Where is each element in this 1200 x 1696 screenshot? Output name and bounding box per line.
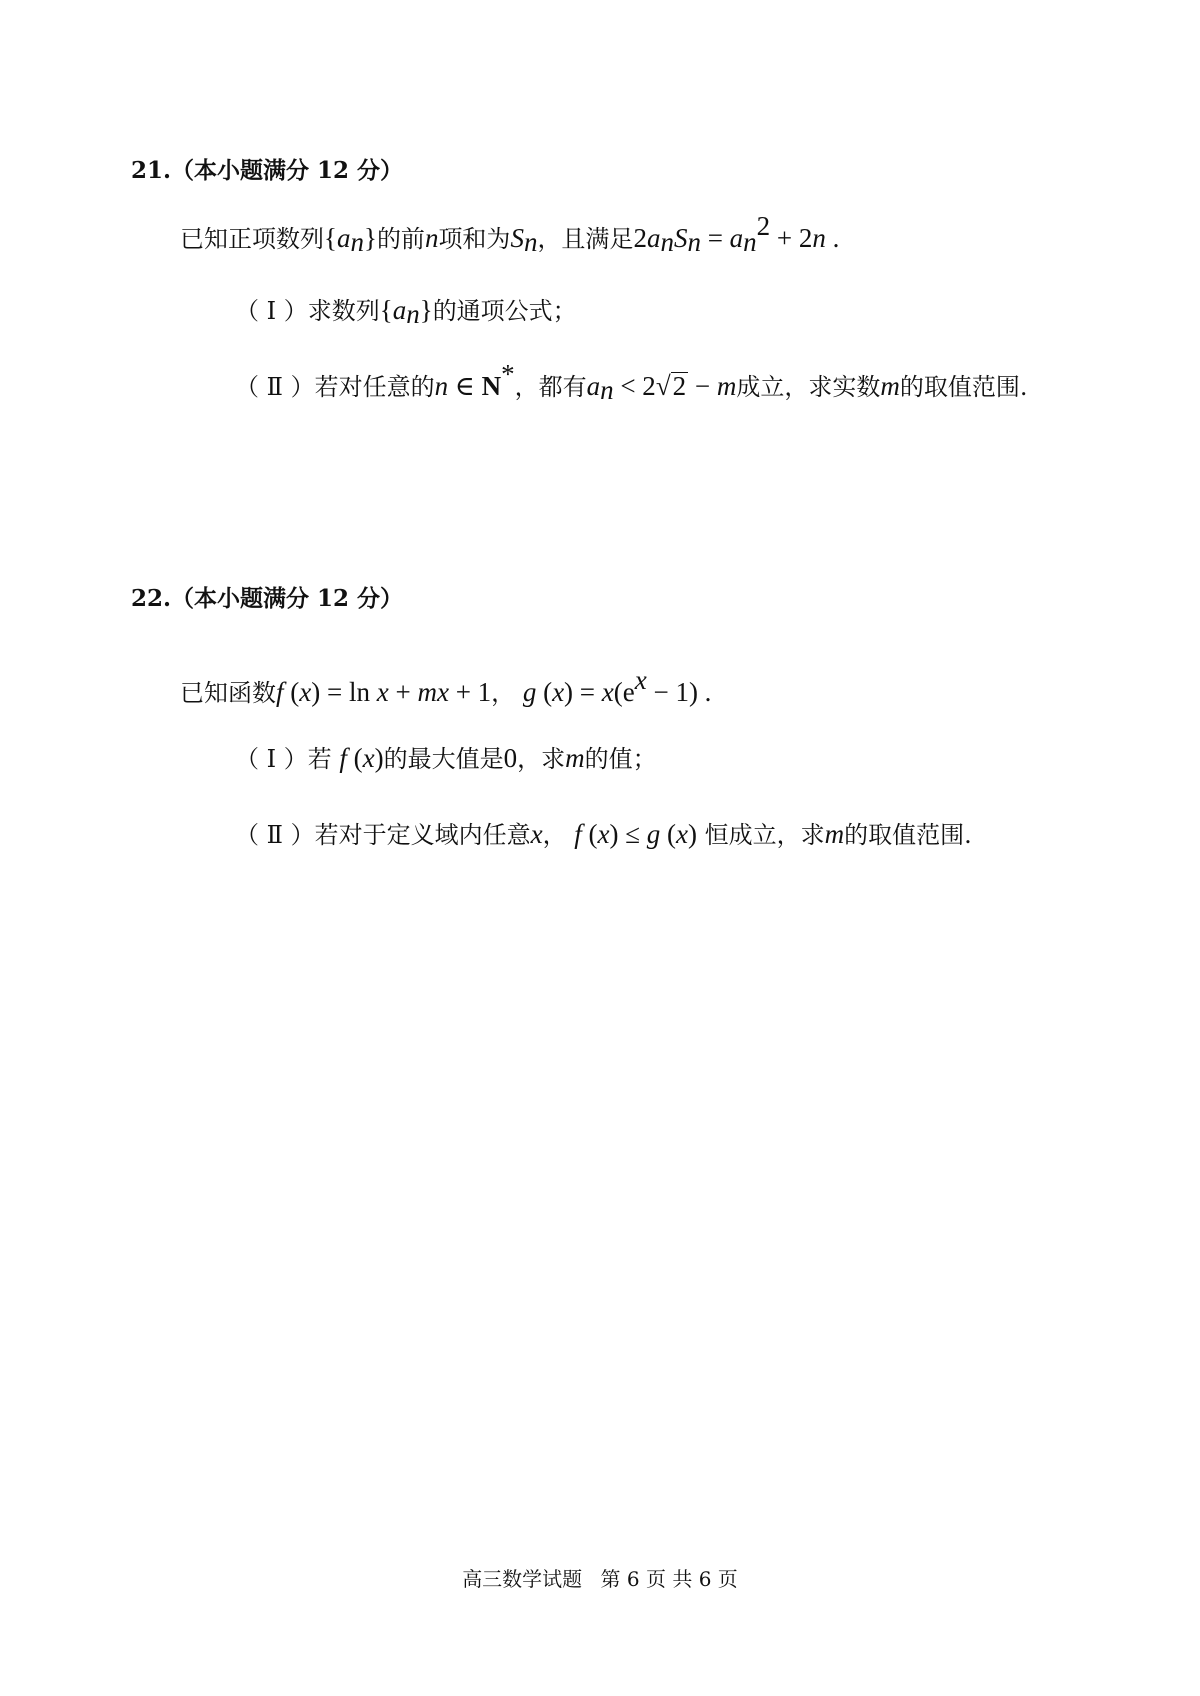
- footer-title: 高三数学试题: [462, 1567, 583, 1591]
- question-22-stem: 已知函数f (x) = ln x + mx + 1， g $(x) = x(e^x - 1)$ .: [180, 665, 712, 707]
- question-21-part-2: （ Ⅱ ）若对任意的n ∈ N*，都有$a_n < 2√2 - m$成立，求实数m的取值范围.: [235, 359, 1028, 405]
- question-22-part-1: （ Ⅰ ）若 f (x)的最大值是0，求m的值；: [235, 743, 657, 773]
- question-21-heading: 21.（本小题满分 12 分）: [131, 157, 404, 184]
- question-22-heading: 22.（本小题满分 12 分）: [131, 585, 404, 612]
- question-21-part-1: （ Ⅰ ）求数列$\{a_n\}$的通项公式；: [235, 295, 577, 329]
- footer-page-info: 第 6 页 共 6 页: [600, 1567, 738, 1591]
- question-22-part-2: （ Ⅱ ）若对于定义域内任意x， f (x) ≤ g (x) 恒成立，求m的取值范围.: [235, 819, 972, 849]
- question-21-stem: 已知正项数列$\{a_n\}$的前n项和为$S_n$，且满足$2a_nS_n = a_n^2 + 2n$ .: [180, 211, 840, 257]
- page-footer: [0, 1563, 1200, 1592]
